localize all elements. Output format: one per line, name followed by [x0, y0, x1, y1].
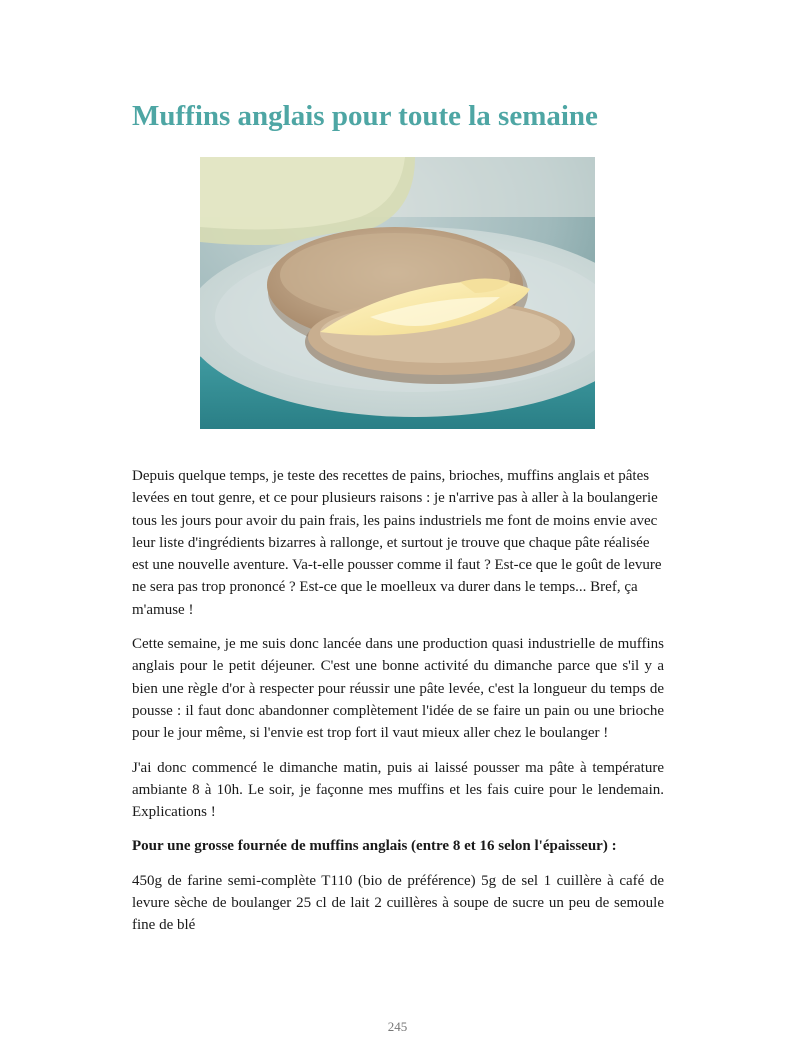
ingredients-paragraph: 450g de farine semi-complète T110 (bio de préférence) 5g de sel 1 cuillère à café de levure sèche de boulanger 25 cl de lait 2 cuillères à soupe de sucre un peu de semoule fine de blé: [132, 872, 664, 934]
intro-paragraph: Depuis quelque temps, je teste des recettes de pains, brioches, muffins anglais et pâtes levées en tout genre, et ce pour plusieurs raisons : je n'arrive pas à aller à la boulangerie tous les jours pour avoir du pain frais, les pains industriels me font de moins envie avec leur liste d'ingrédients bizarres à rallonge, et surtout je trouve que chaque pâte réalisée est une nouvelle aventure. Va-t-elle pousser comme il faut ? Est-ce que le goût de levure ne sera pas trop prononcé ? Est-ce que le moelleux va durer dans le temps... Bref, ça m'amuse !: [132, 468, 662, 618]
recipe-heading: Pour une grosse fournée de muffins anglais (entre 8 et 16 selon l'épaisseur) :: [132, 838, 617, 855]
page-title: Muffins anglais pour toute la semaine: [132, 100, 598, 132]
page-number: 245: [387, 1019, 408, 1034]
sunday-paragraph: Cette semaine, je me suis donc lancée dans une production quasi industrielle de muffins anglais pour le petit déjeuner. C'est une bonne activité du dimanche parce que s'il y a bien une règle d'or à respecter pour réussir une pâte levée, c'est la longueur du temps de pousse : il faut donc abandonner complètement l'idée de se faire un pain ou une brioche pour le jour même, si l'envie est trop fort il vaut mieux aller chez le boulanger !: [132, 636, 664, 742]
article-body: [132, 465, 664, 949]
method-paragraph: J'ai donc commencé le dimanche matin, puis ai laissé pousser ma pâte à température ambiante 8 à 10h. Le soir, je façonne mes muffins et les fais cuire pour le lendemain. Explications !: [132, 759, 664, 821]
english-muffin-photo: [200, 157, 595, 429]
